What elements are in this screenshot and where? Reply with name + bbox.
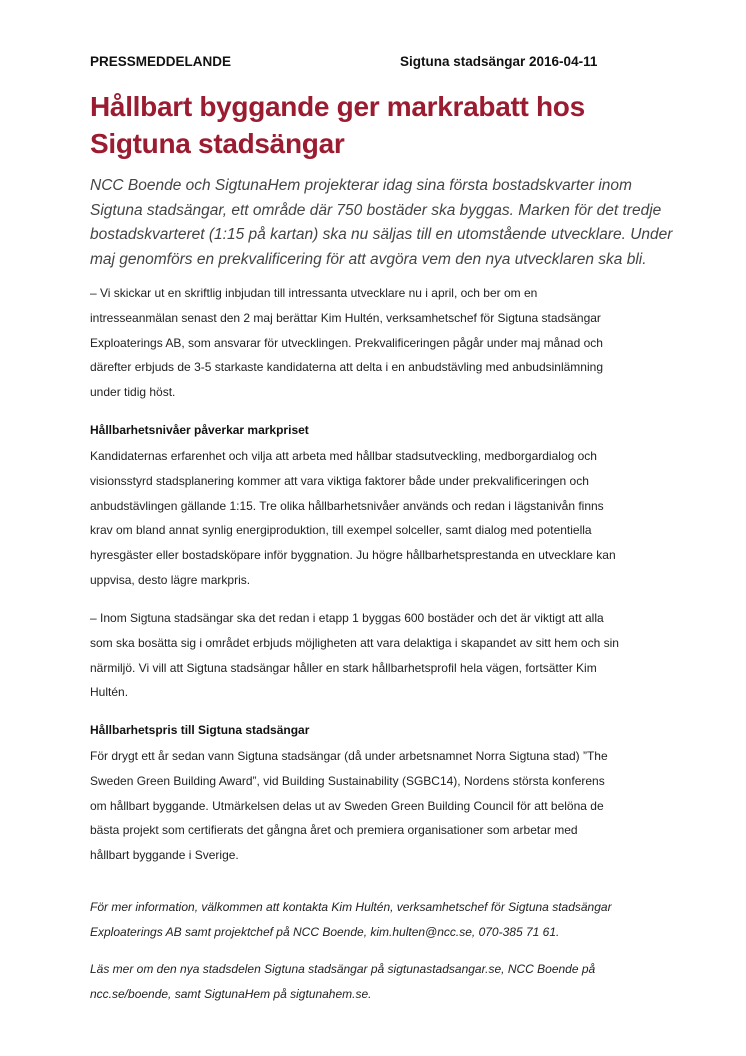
text-line: ncc.se/boende, samt SigtunaHem på sigtunahem.se. <box>90 987 372 1001</box>
paragraph-4 <box>90 744 608 868</box>
contact-info <box>90 895 612 945</box>
text-line: därefter erbjuds de 3-5 starkaste kandidaterna att delta i en anbudstävling med anbudsinlämning <box>90 360 603 375</box>
text-line: intresseanmälan senast den 2 maj berättar Kim Hultén, verksamhetschef för Sigtuna stadsängar <box>90 310 601 325</box>
place-date: Sigtuna stadsängar 2016-04-11 <box>400 54 598 69</box>
title-line: Sigtuna stadsängar <box>90 128 345 159</box>
text-line: För drygt ett år sedan vann Sigtuna stadsängar (då under arbetsnamnet Norra Sigtuna stad) ”The <box>90 749 608 763</box>
section-heading-1: Hållbarhetsnivåer påverkar markpriset <box>90 423 309 437</box>
text-line: – Vi skickar ut en skriftlig inbjudan till intressanta utvecklare nu i april, och ber om en <box>90 286 538 300</box>
paragraph-2 <box>90 444 616 593</box>
press-release-label: PRESSMEDDELANDE <box>90 54 232 69</box>
page-title <box>90 88 585 162</box>
text-line: Exploaterings AB samt projektchef på NCC Boende, kim.hulten@ncc.se, 070-385 71 61. <box>90 925 560 939</box>
text-line: hållbart byggande i Sverige. <box>90 848 239 863</box>
text-line: Hultén. <box>90 685 129 700</box>
text-line: Kandidaternas erfarenhet och vilja att arbeta med hållbar stadsutveckling, medborgardialog och <box>90 449 597 463</box>
text-line: För mer information, välkommen att kontakta Kim Hultén, verksamhetschef för Sigtuna stadsängar <box>90 900 612 914</box>
text-line: närmiljö. Vi vill att Sigtuna stadsängar håller en stark hållbarhetsprofil hela vägen, fortsätter Kim <box>90 660 597 675</box>
text-line: hyresgäster eller bostadsköpare inför byggnation. Ju högre hållbarhetsprestanda en utvecklare kan <box>90 548 616 563</box>
text-line: visionsstyrd stadsplanering kommer att vara viktiga faktorer både under prekvalificeringen och <box>90 473 589 488</box>
more-info <box>90 957 595 1007</box>
text-line: som ska bosätta sig i området erbjuds möjligheten att vara delaktiga i skapandet av sitt hem och sin <box>90 635 619 650</box>
text-line: under tidig höst. <box>90 385 176 400</box>
lead-line: Sigtuna stadsängar, ett område där 750 bostäder ska byggas. Marken för det tredje <box>90 201 662 219</box>
paragraph-3 <box>90 606 619 705</box>
section-heading-2: Hållbarhetspris till Sigtuna stadsängar <box>90 723 310 737</box>
title-line: Hållbart byggande ger markrabatt hos <box>90 91 585 122</box>
text-line: uppvisa, desto lägre markpris. <box>90 572 251 587</box>
text-line: – Inom Sigtuna stadsängar ska det redan i etapp 1 byggas 600 bostäder och det är viktigt att alla <box>90 611 604 625</box>
paragraph-1 <box>90 281 603 405</box>
lead-line: maj genomförs en prekvalificering för att avgöra vem den nya utvecklaren ska bli. <box>90 250 647 268</box>
lead-paragraph <box>90 174 672 272</box>
lead-line: NCC Boende och SigtunaHem projekterar idag sina första bostadskvarter inom <box>90 177 632 194</box>
text-line: Sweden Green Building Award”, vid Building Sustainability (SGBC14), Nordens största konferens <box>90 773 605 788</box>
text-line: om hållbart byggande. Utmärkelsen delas ut av Sweden Green Building Council för att belöna de <box>90 798 604 813</box>
text-line: anbudstävlingen gällande 1:15. Tre olika hållbarhetsnivåer används och redan i lägstanivån finns <box>90 498 604 513</box>
text-line: Exploaterings AB, som ansvarar för utvecklingen. Prekvalificeringen pågår under maj månad och <box>90 335 603 350</box>
text-line: krav om bland annat synlig energiproduktion, till exempel solceller, samt dialog med potentiella <box>90 523 592 538</box>
text-line: Läs mer om den nya stadsdelen Sigtuna stadsängar på sigtunastadsangar.se, NCC Boende på <box>90 962 596 976</box>
text-line: bästa projekt som certifierats det gångna året och premiera organisationer som arbetar med <box>90 823 578 838</box>
lead-line: bostadskvarteret (1:15 på kartan) ska nu säljas till en utomstående utvecklare. Under <box>90 226 673 243</box>
